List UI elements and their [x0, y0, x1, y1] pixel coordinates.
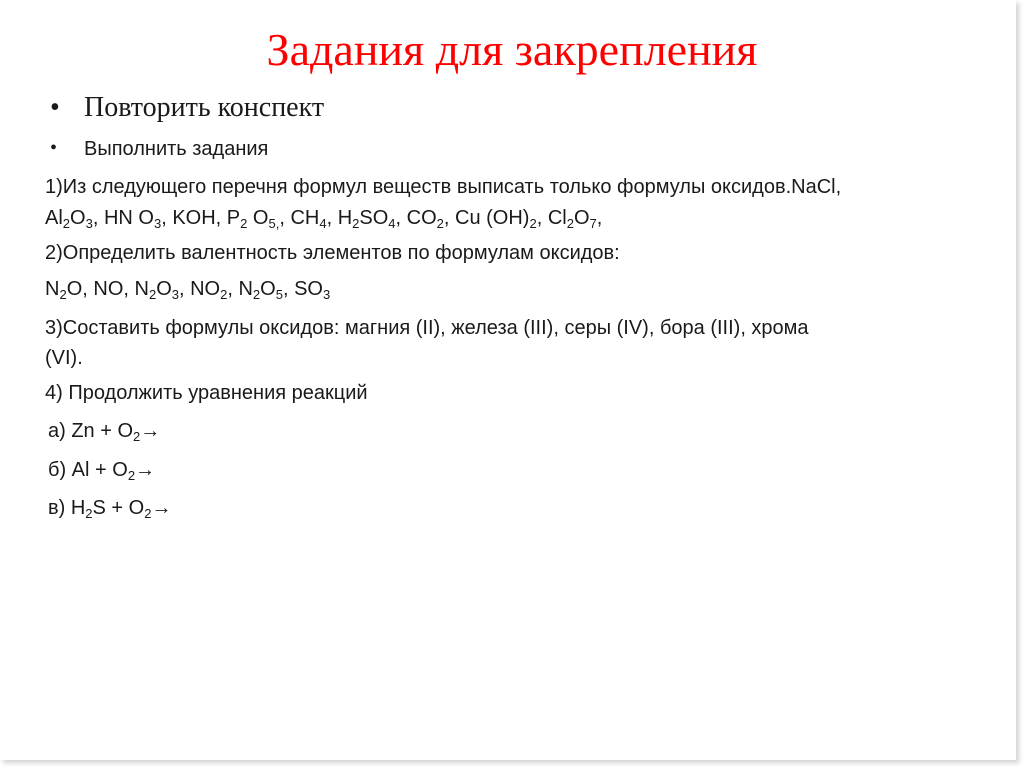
task3-text-continued: (VI). [45, 347, 83, 369]
reaction-equation: б) $Al + O_2\to$ [48, 459, 156, 483]
chemical-formula: $H_2SO_4$ [337, 207, 396, 231]
reaction-equation: а) $Zn + O_2\to$ [48, 420, 161, 444]
chemical-formula: HN $O_3$ [103, 207, 162, 231]
task2-formula-list: $N_2O$, NO, $N_2O_3$, $NO_2$, $N_2O_5$, $SO_3$ [45, 278, 331, 302]
chemical-formula: NO [93, 278, 124, 300]
chemical-formula: $N_2O_5$ [238, 278, 283, 302]
task4-text: 4) Продолжить уравнения реакций [45, 382, 368, 404]
reaction-c [48, 493, 171, 524]
chemical-formula: $N_2O_3$ [134, 278, 179, 302]
reaction-a [48, 416, 160, 447]
chemical-formula: $Cl_2O_7$ [547, 207, 597, 231]
chemical-formula: $Al_2O_3$ [45, 207, 93, 231]
bullet-marker: • [50, 137, 58, 159]
bullet-review-notes: Повторить конспект [84, 92, 325, 123]
task3-text: 3)Составить формулы оксидов: магния (II), железа (III), серы (IV), бора (III), хрома [45, 317, 809, 339]
chemical-formula: KOH [172, 207, 216, 229]
chemical-formula: $CO_2$ [406, 207, 444, 231]
reaction-b [48, 455, 155, 486]
task2-text: 2)Определить валентность элементов по формулам оксидов: [45, 242, 620, 264]
slide-title: Задания для закрепления [266, 24, 758, 75]
chemical-formula: $N_2O$ [45, 278, 83, 302]
chemical-formula: Cu $(OH)_2$ [455, 207, 537, 231]
task1-formula-list: $Al_2O_3$, HN $O_3$, KOH, $P_2$ $O_{5,}$, $CH_4$, $H_2SO_4$, $CO_2$, Cu $(OH)_2$, $Cl_2O_7$, [45, 207, 603, 231]
chemical-formula: $SO_3$ [294, 278, 331, 302]
chemical-formula: $CH_4$ [290, 207, 327, 231]
bullet-do-tasks: Выполнить задания [84, 138, 269, 160]
chemical-formula: $P_2$ $O_{5,}$ [226, 207, 280, 231]
task1-text: 1)Из следующего перечня формул веществ выписать только формулы оксидов.NaCl, [45, 176, 842, 198]
reaction-equation: в) $H_2S + O_2\to$ [48, 497, 172, 521]
chemical-formula: $NO_2$ [190, 278, 228, 302]
bullet-marker: • [50, 92, 60, 123]
